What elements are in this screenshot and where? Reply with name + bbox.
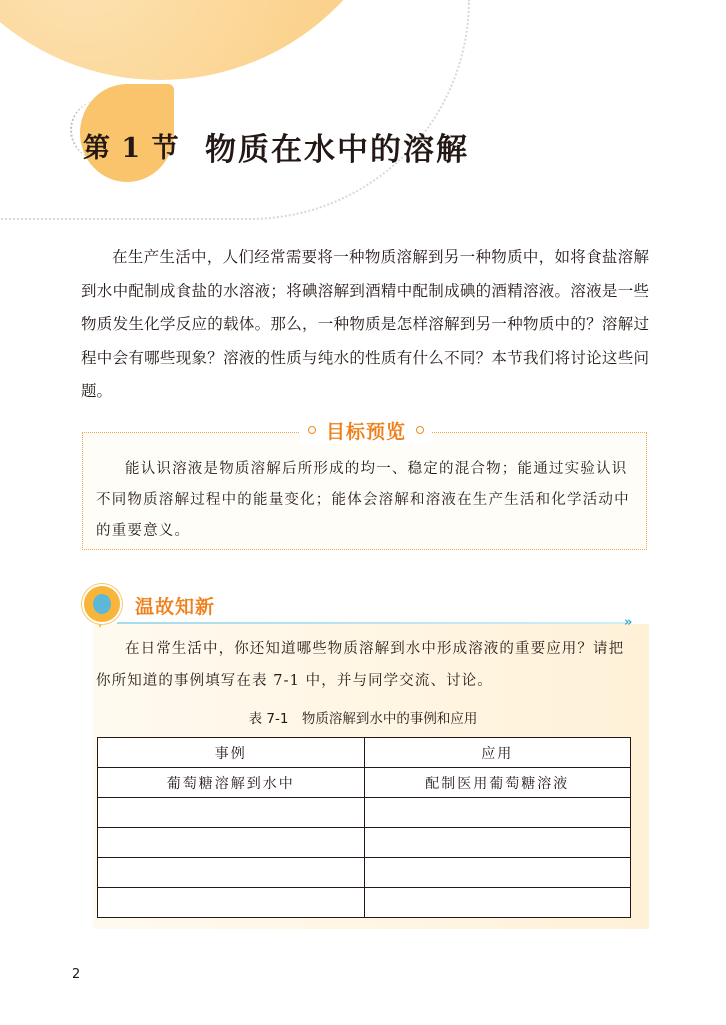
table-cell-blank[interactable] — [98, 798, 365, 828]
table-cell-blank[interactable] — [98, 828, 365, 858]
page-title: 物质在水中的溶解 — [205, 132, 469, 168]
table-cell: 葡萄糖溶解到水中 — [98, 768, 365, 798]
lightbulb-pin-icon — [82, 584, 122, 624]
goal-title: 目标预览 — [326, 420, 407, 443]
table-row — [98, 858, 631, 888]
table-row — [98, 828, 631, 858]
examples-table — [97, 737, 631, 918]
table-header-cell: 事例 — [98, 738, 365, 768]
section-label: 第 1 节 — [83, 133, 180, 164]
table-cell-blank[interactable] — [364, 888, 631, 918]
table-caption: 表 7-1 物质溶解到水中的事例和应用 — [248, 711, 478, 727]
table-cell-blank[interactable] — [98, 888, 365, 918]
double-chevron-right-icon: » — [624, 615, 633, 630]
review-title: 温故知新 — [135, 596, 216, 618]
table-cell-blank[interactable] — [364, 858, 631, 888]
decorative-dotted-arc — [0, 0, 470, 220]
table-cell-blank[interactable] — [98, 858, 365, 888]
review-divider — [117, 622, 627, 624]
review-text: 在日常生活中，你还知道哪些物质溶解到水中形成溶液的重要应用？请把你所知道的事例填写在表 7-1 中，并与同学交流、讨论。 — [96, 641, 625, 689]
lightbulb-icon — [93, 594, 111, 614]
table-header-cell: 应用 — [364, 738, 631, 768]
table-cell: 配制医用葡萄糖溶液 — [364, 768, 631, 798]
table-header-row — [98, 738, 631, 768]
table-cell-blank[interactable] — [364, 798, 631, 828]
page-number: 2 — [72, 967, 81, 982]
table-row — [98, 768, 631, 798]
goal-header — [300, 416, 432, 444]
table-cell-blank[interactable] — [364, 828, 631, 858]
bullet-dot-icon — [308, 426, 316, 434]
table-row — [98, 798, 631, 828]
table-row — [98, 888, 631, 918]
goal-text: 能认识溶液是物质溶解后所形成的均一、稳定的混合物；能通过实验认识不同物质溶解过程中的能量变化；能体会溶解和溶液在生产生活和化学活动中的重要意义。 — [96, 461, 630, 539]
bullet-dot-icon — [416, 426, 424, 434]
intro-paragraph: 在生产生活中，人们经常需要将一种物质溶解到另一种物质中，如将食盐溶解到水中配制成食盐的水溶液；将碘溶解到酒精中配制成碘的酒精溶液。溶液是一些物质发生化学反应的载体。那么，一种物质是怎样溶解到另一种物质中的？溶解过程中会有哪些现象？溶液的性质与纯水的性质有什么不同？本节我们将讨论这些问题。 — [81, 248, 649, 400]
